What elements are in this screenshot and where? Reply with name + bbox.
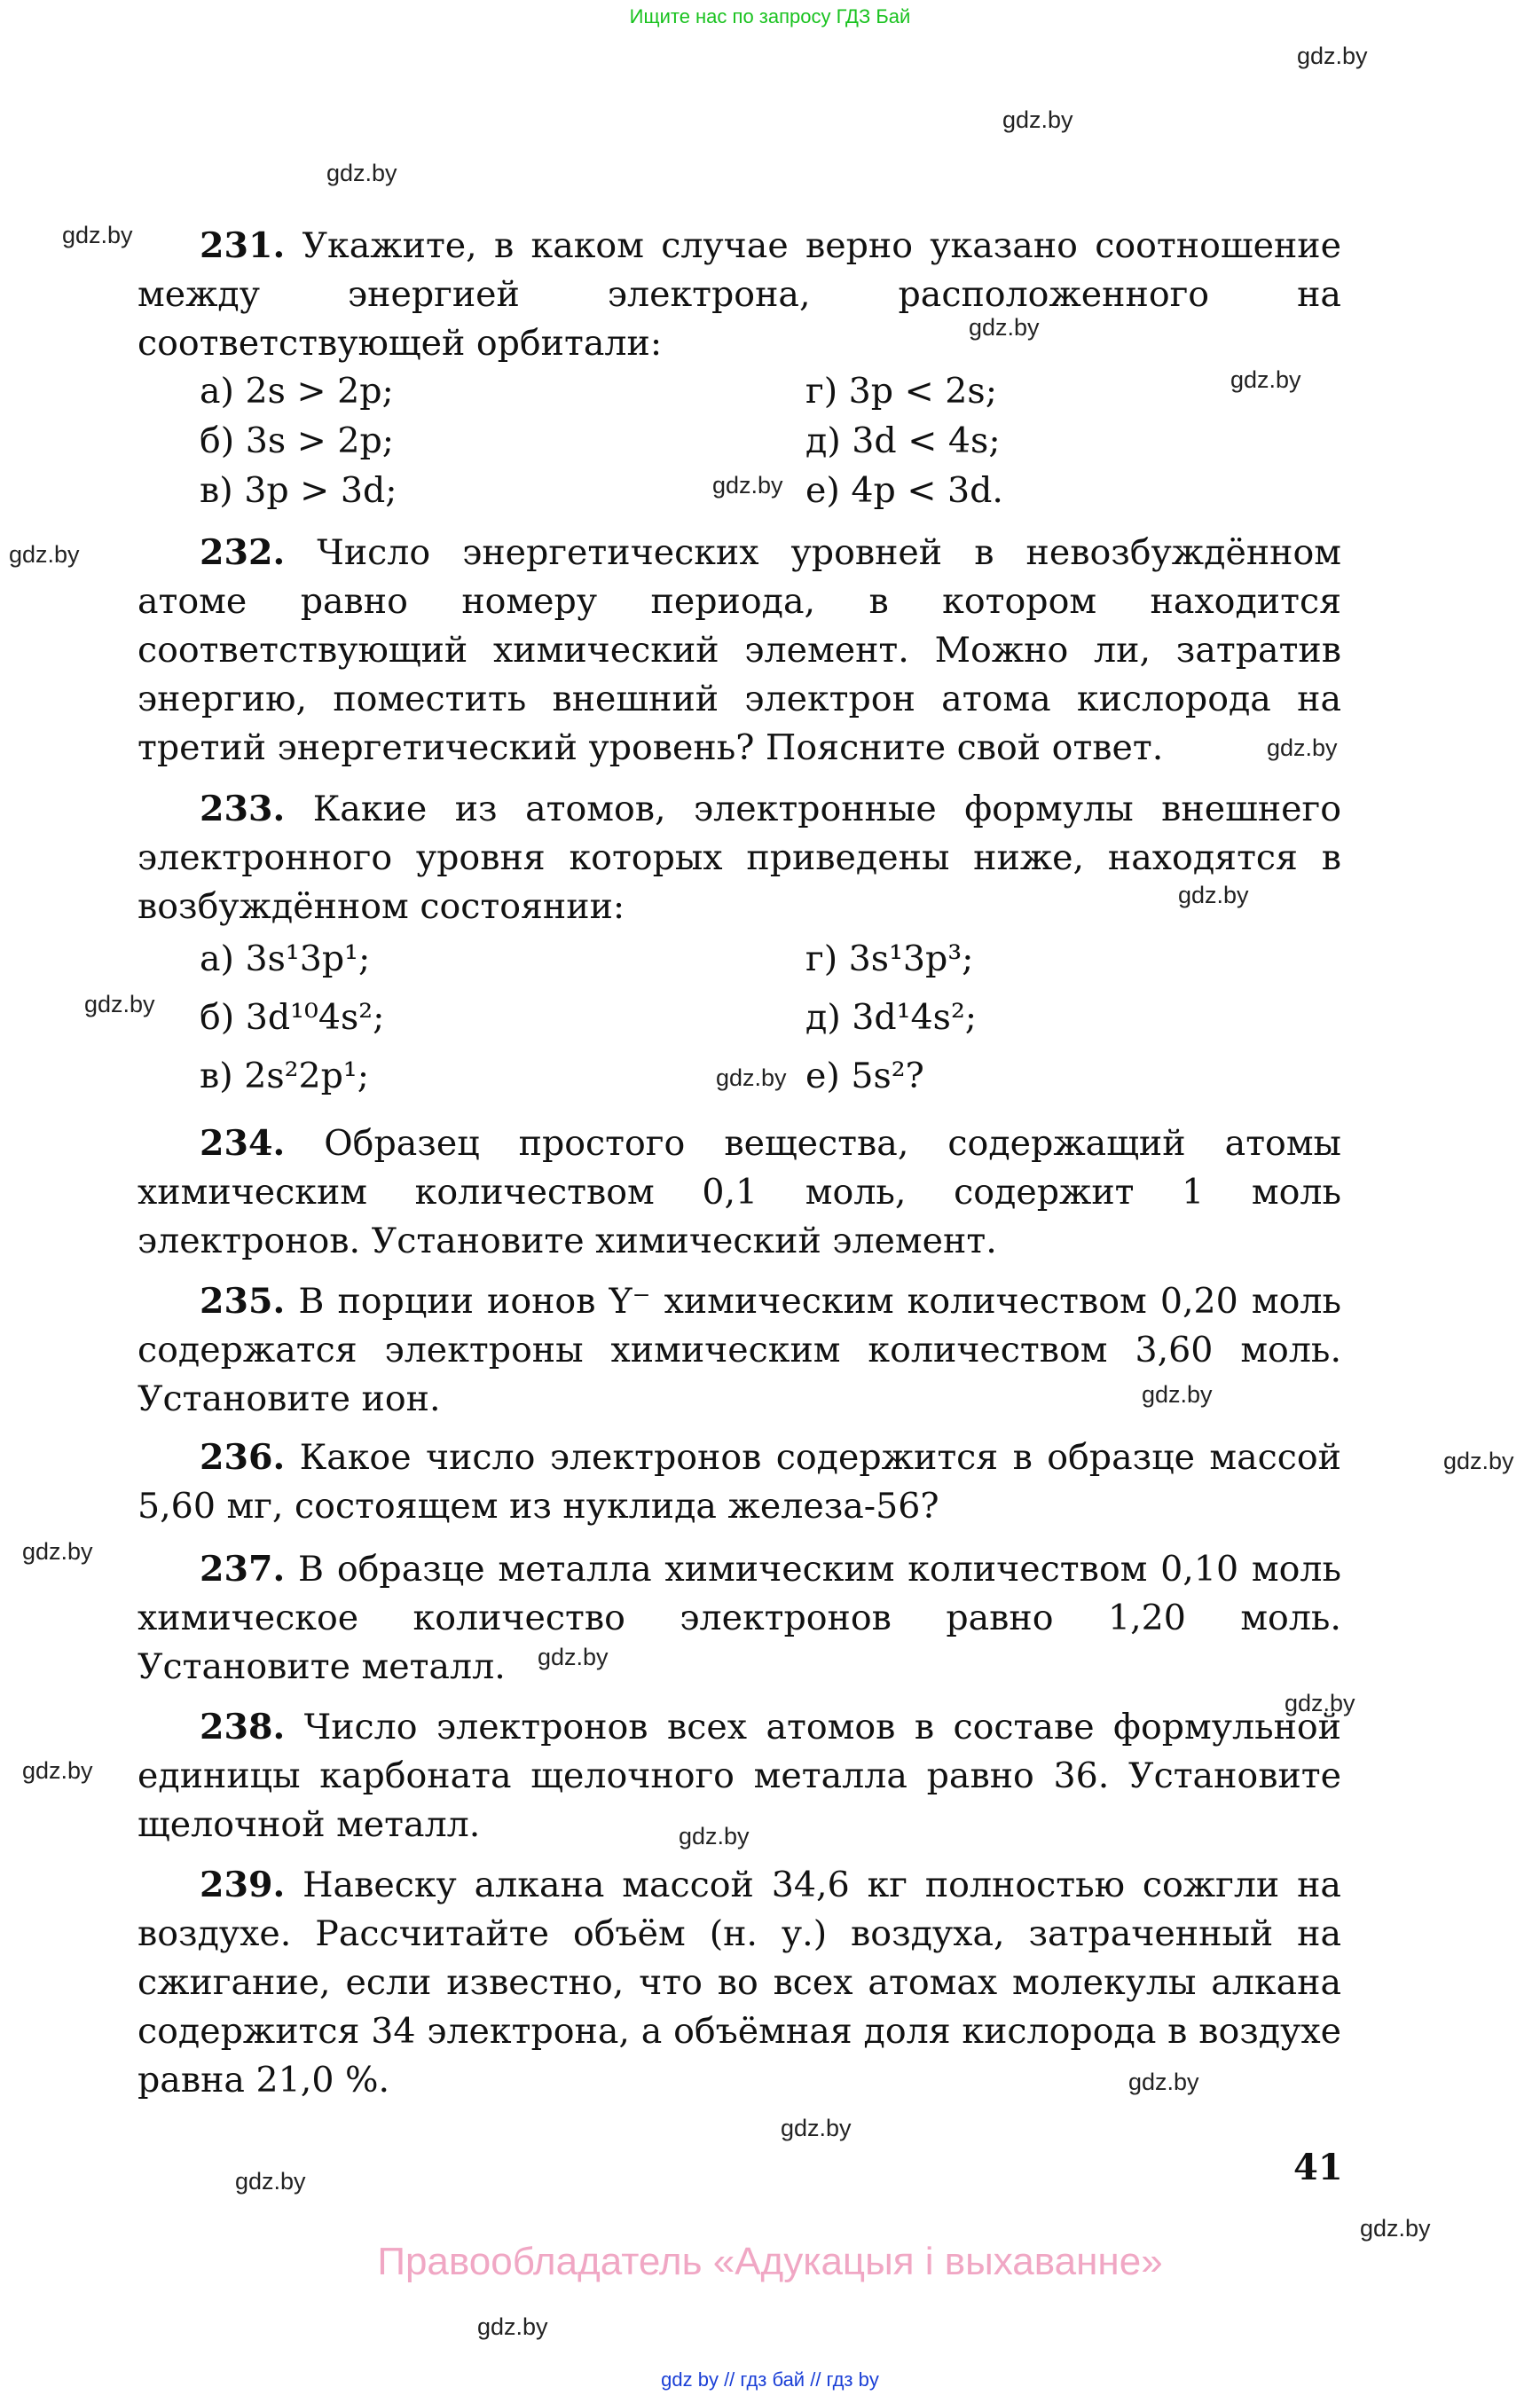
problem-text: Образец простого вещества, содержащий атомы химическим количеством 0,1 моль, содержит 1 моль электронов. Установите химический элемент. bbox=[138, 1123, 1341, 1261]
problem-number: 239. bbox=[200, 1865, 286, 1905]
problem-text: Укажите, в каком случае верно указано соотношение между энергией электрона, расположенного на соответствующей орбитали: bbox=[138, 225, 1341, 364]
page-number: 41 bbox=[1293, 2147, 1343, 2188]
problem-number: 231. bbox=[200, 225, 286, 266]
bottom-banner[interactable]: gdz by // гдз бай // гдз by bbox=[661, 2368, 879, 2391]
option-d: г) 3p < 2s; bbox=[805, 371, 997, 412]
option-c: в) 2s²2p¹; bbox=[200, 1056, 370, 1096]
watermark: gdz.by bbox=[9, 541, 80, 568]
option-f: е) 5s²? bbox=[805, 1056, 924, 1096]
option-c: в) 3p > 3d; bbox=[200, 470, 397, 511]
watermark: gdz.by bbox=[1002, 106, 1073, 133]
problem-text: В порции ионов Y⁻ химическим количеством 0,20 моль содержатся электроны химическим количеством 3,60 моль. Установите ион. bbox=[138, 1281, 1342, 1419]
problem-text: Число электронов всех атомов в составе формульной единицы карбоната щелочного металла равно 36. Установите щелочной металл. bbox=[138, 1707, 1342, 1845]
option-f: е) 4p < 3d. bbox=[805, 470, 1003, 511]
problem-239 bbox=[138, 1861, 1341, 2105]
watermark: gdz.by bbox=[712, 472, 783, 499]
watermark: gdz.by bbox=[326, 160, 397, 186]
watermark: gdz.by bbox=[1443, 1448, 1514, 1474]
rights-holder: Правообладатель «Адукацыя і выхаванне» bbox=[377, 2240, 1163, 2283]
problem-235 bbox=[138, 1277, 1341, 1424]
watermark: gdz.by bbox=[1128, 2069, 1199, 2095]
problem-text: Какие из атомов, электронные формулы внешнего электронного уровня которых приведены ниже, находятся в возбуждённом состоянии: bbox=[138, 789, 1341, 927]
watermark: gdz.by bbox=[1230, 366, 1301, 393]
watermark: gdz.by bbox=[22, 1538, 93, 1565]
option-e: д) 3d¹4s²; bbox=[805, 997, 978, 1038]
option-e: д) 3d < 4s; bbox=[805, 420, 1001, 461]
problem-233 bbox=[138, 785, 1341, 931]
problem-text: Навеску алкана массой 34,6 кг полностью сожгли на воздухе. Рассчитайте объём (н. у.) воздуха, затраченный на сжигание, если известно, что во всех атомах молекулы алкана содержится 34 электрона, а объёмная доля кислорода в воздухе равна 21,0 %. bbox=[138, 1865, 1341, 2101]
option-a: а) 2s > 2p; bbox=[200, 371, 394, 412]
watermark: gdz.by bbox=[1178, 882, 1249, 908]
problem-number: 238. bbox=[200, 1707, 286, 1747]
watermark: gdz.by bbox=[969, 314, 1040, 341]
top-banner[interactable]: Ищите нас по запросу ГДЗ Бай bbox=[629, 5, 911, 27]
problem-text: В образце металла химическим количеством 0,10 моль химическое количество электронов равно 1,20 моль. Установите металл. bbox=[138, 1549, 1341, 1687]
problem-232 bbox=[138, 529, 1341, 773]
problem-234 bbox=[138, 1119, 1341, 1266]
problem-236 bbox=[138, 1433, 1341, 1531]
watermark: gdz.by bbox=[477, 2313, 548, 2340]
option-b: б) 3s > 2p; bbox=[200, 420, 395, 461]
watermark: gdz.by bbox=[62, 222, 133, 248]
problem-text: Какое число электронов содержится в образце массой 5,60 мг, состоящем из нуклида железа-56? bbox=[138, 1437, 1341, 1527]
problem-231 bbox=[138, 222, 1341, 368]
watermark: gdz.by bbox=[235, 2168, 306, 2195]
watermark: gdz.by bbox=[1297, 43, 1368, 69]
problem-number: 233. bbox=[200, 789, 286, 829]
problem-number: 236. bbox=[200, 1437, 286, 1478]
watermark: gdz.by bbox=[1285, 1690, 1355, 1716]
problem-number: 237. bbox=[200, 1549, 286, 1590]
problem-number: 235. bbox=[200, 1281, 286, 1322]
problem-238 bbox=[138, 1703, 1341, 1849]
watermark: gdz.by bbox=[781, 2115, 852, 2141]
option-a: а) 3s¹3p¹; bbox=[200, 938, 371, 979]
option-d: г) 3s¹3p³; bbox=[805, 938, 974, 979]
watermark: gdz.by bbox=[22, 1757, 93, 1784]
watermark: gdz.by bbox=[84, 991, 155, 1017]
watermark: gdz.by bbox=[1267, 734, 1338, 761]
problem-text: Число энергетических уровней в невозбуждённом атоме равно номеру периода, в котором находится соответствующий химический элемент. Можно ли, затратив энергию, поместить внешний электрон атома кислорода на третий энергетический уровень? Поясните свой ответ. bbox=[138, 532, 1341, 768]
watermark: gdz.by bbox=[716, 1064, 787, 1091]
problem-number: 234. bbox=[200, 1123, 286, 1164]
option-b: б) 3d¹⁰4s²; bbox=[200, 997, 385, 1038]
watermark: gdz.by bbox=[679, 1823, 750, 1849]
problem-237 bbox=[138, 1545, 1341, 1692]
watermark: gdz.by bbox=[1142, 1381, 1213, 1408]
watermark: gdz.by bbox=[538, 1644, 609, 1670]
problem-number: 232. bbox=[200, 532, 286, 573]
watermark: gdz.by bbox=[1360, 2215, 1431, 2242]
